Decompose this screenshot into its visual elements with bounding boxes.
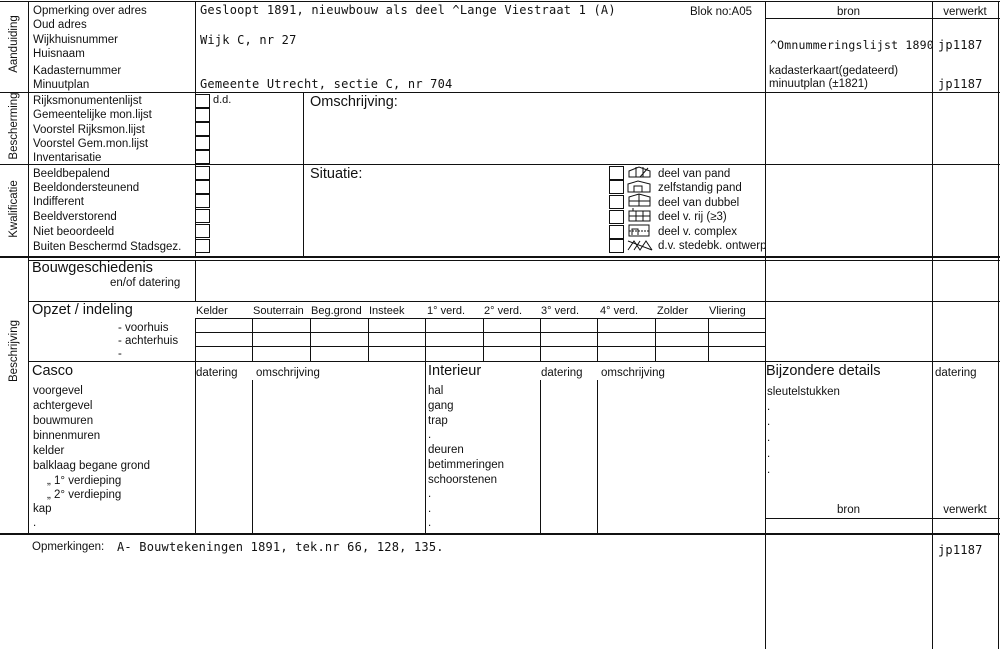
omschrijving-divider	[303, 92, 304, 256]
opzet-grid	[195, 318, 766, 362]
interieur-left	[425, 362, 426, 533]
label-niet-beoordeeld: Niet beoordeeld	[33, 226, 115, 238]
casco-binnenmuren: binnenmuren	[33, 430, 101, 442]
house-type-icons	[626, 165, 654, 255]
casco-omschrijving-left	[252, 380, 253, 533]
label-omschrijving: Omschrijving:	[310, 94, 398, 110]
checkbox-voorstel-gem-mon-lijst[interactable]	[195, 136, 210, 150]
opzet-row-voorhuis: - voorhuis	[118, 322, 169, 334]
value-opmerking: Gesloopt 1891, nieuwbouw als deel ^Lange Viestraat 1 (A)	[200, 3, 616, 17]
divider-bescherming	[0, 164, 1000, 165]
label-huisnaam: Huisnaam	[33, 48, 85, 60]
verwerkt-header: verwerkt	[943, 6, 987, 18]
casco-kap: kap	[33, 503, 52, 515]
interieur-betimmeringen: betimmeringen	[428, 459, 505, 471]
interieur-extra-4: .	[428, 517, 432, 529]
bijzondere-extra-5: .	[767, 464, 771, 476]
interieur-extra-2: .	[428, 488, 432, 500]
casco-datering-left	[195, 362, 196, 533]
label-gemeentelijke-mon-lijst: Gemeentelijke mon.lijst	[33, 109, 152, 121]
interieur-omschrijving-left	[597, 380, 598, 533]
stedebouwkundig-ontwerp-icon	[628, 241, 652, 250]
divider-aanduiding	[0, 92, 1000, 93]
verwerkt-entry-1: jp1187	[938, 38, 983, 52]
label-situatie: Situatie:	[310, 166, 363, 182]
opzet-col-1-verd: 1° verd.	[427, 305, 466, 317]
casco-title: Casco	[32, 363, 74, 379]
interieur-extra-1: .	[428, 429, 432, 441]
checkbox-rijksmonumentenlijst[interactable]	[195, 94, 210, 108]
casco-kelder: kelder	[33, 445, 65, 457]
interieur-extra-3: .	[428, 503, 432, 515]
opzet-col-3-verd: 3° verd.	[541, 305, 580, 317]
label-buiten-beschermd-stadsgezicht: Buiten Beschermd Stadsgez.	[33, 241, 182, 253]
divider-kwalificatie-2	[28, 260, 1000, 261]
label-beeldverstorend: Beeldverstorend	[33, 211, 117, 223]
interieur-schoorstenen: schoorstenen	[428, 474, 498, 486]
casco-1-verdieping: „ 1° verdieping	[47, 475, 122, 487]
checkbox-inventarisatie[interactable]	[195, 150, 210, 164]
label-deel-van-pand: deel van pand	[658, 168, 731, 180]
label-voorstel-gem-mon-lijst: Voorstel Gem.mon.lijst	[33, 138, 149, 150]
section-bescherming: Bescherming	[8, 92, 20, 160]
label-stedebouwkundig-ontwerp: d.v. stedebk. ontwerp	[658, 240, 767, 252]
label-deel-v-complex: deel v. complex	[658, 226, 738, 238]
section-label-column	[28, 1, 29, 533]
interieur-datering-header: datering	[541, 367, 583, 379]
opzet-col-insteek: Insteek	[369, 305, 405, 317]
interieur-title: Interieur	[428, 363, 482, 379]
section-beschrijving: Beschrijving	[8, 320, 20, 382]
blok-number: Blok no:A05	[690, 6, 753, 18]
bijzondere-extra-4: .	[767, 448, 771, 460]
opzet-row-achterhuis: - achterhuis	[118, 335, 179, 347]
opzet-col-souterrain: Souterrain	[253, 305, 304, 317]
label-dd: d.d.	[213, 94, 232, 106]
checkbox-beeldverstorend[interactable]	[195, 209, 210, 223]
opzet-col-beg-grond: Beg.grond	[311, 305, 362, 317]
interieur-deuren: deuren	[428, 444, 464, 456]
bijzondere-bron-header: bron	[836, 504, 861, 516]
bijzondere-extra-1: .	[767, 401, 771, 413]
bouwgeschiedenis-title: Bouwgeschiedenis	[32, 260, 153, 276]
label-deel-van-dubbel: deel van dubbel	[658, 197, 740, 209]
verwerkt-entry-3: jp1187	[938, 77, 983, 91]
opzet-col-4-verd: 4° verd.	[600, 305, 639, 317]
section-aanduiding: Aanduiding	[8, 15, 20, 73]
checkbox-beeldondersteunend[interactable]	[195, 180, 210, 194]
opzet-title: Opzet / indeling	[32, 302, 133, 318]
label-wijkhuisnummer: Wijkhuisnummer	[33, 34, 118, 46]
label-beeldondersteunend: Beeldondersteunend	[33, 182, 140, 194]
checkbox-deel-v-rij[interactable]	[609, 210, 624, 224]
opmerkingen-label: Opmerkingen:	[32, 541, 105, 553]
value-wijkhuisnummer: Wijk C, nr 27	[200, 33, 297, 47]
opzet-col-zolder: Zolder	[657, 305, 689, 317]
divider-casco	[0, 533, 1000, 535]
top-border	[0, 1, 1000, 2]
casco-datering-header: datering	[196, 367, 238, 379]
casco-balklaag-begane-grond: balklaag begane grond	[33, 460, 151, 472]
deel-v-rij-icon	[629, 208, 650, 221]
interieur-hal: hal	[428, 385, 444, 397]
interieur-omschrijving-header: omschrijving	[601, 367, 665, 379]
label-deel-v-rij: deel v. rij (≥3)	[658, 211, 727, 223]
label-voorstel-rijksmon-lijst: Voorstel Rijksmon.lijst	[33, 124, 145, 136]
bron-entry-1: ^Omnummeringslijst 1890	[770, 38, 934, 52]
checkbox-indifferent[interactable]	[195, 194, 210, 208]
checkbox-voorstel-rijksmon-lijst[interactable]	[195, 122, 210, 136]
divider-bouwgeschiedenis	[28, 301, 1000, 302]
deel-v-complex-icon	[629, 225, 649, 236]
label-minuutplan: Minuutplan	[33, 79, 90, 91]
opzet-row-empty: -	[118, 348, 122, 360]
label-beeldbepalend: Beeldbepalend	[33, 168, 110, 180]
bron-header: bron	[836, 6, 861, 18]
checkbox-buiten-beschermd-stadsgezicht[interactable]	[195, 239, 210, 253]
bijzondere-sleutelstukken: sleutelstukken	[767, 386, 840, 398]
checkbox-beeldbepalend[interactable]	[195, 166, 210, 180]
checkbox-niet-beoordeeld[interactable]	[195, 224, 210, 238]
interieur-gang: gang	[428, 400, 454, 412]
label-zelfstandig-pand: zelfstandig pand	[658, 182, 742, 194]
bijzondere-verwerkt-header: verwerkt	[943, 504, 987, 516]
bijzondere-extra-3: .	[767, 432, 771, 444]
bijzondere-bron-line	[765, 518, 1000, 519]
opzet-col-vliering: Vliering	[709, 305, 746, 317]
bouwgeschiedenis-divider	[195, 260, 196, 301]
casco-achtergevel: achtergevel	[33, 400, 93, 412]
label-oud-adres: Oud adres	[33, 19, 87, 31]
value-minuutplan: Gemeente Utrecht, sectie C, nr 704	[200, 77, 453, 91]
deel-van-dubbel-icon	[629, 194, 650, 206]
checkbox-deel-van-dubbel[interactable]	[609, 195, 624, 209]
bijzondere-datering-header: datering	[935, 367, 977, 379]
zelfstandig-pand-icon	[628, 181, 650, 192]
opzet-col-kelder: Kelder	[196, 305, 228, 317]
label-inventarisatie: Inventarisatie	[33, 152, 102, 164]
checkbox-deel-van-pand[interactable]	[609, 166, 624, 180]
label-kadasternummer: Kadasternummer	[33, 65, 122, 77]
bouwgeschiedenis-subtitle: en/of datering	[110, 277, 181, 289]
interieur-trap: trap	[428, 415, 448, 427]
divider-kwalificatie	[0, 256, 1000, 258]
checkbox-deel-v-complex[interactable]	[609, 225, 624, 239]
casco-2-verdieping: „ 2° verdieping	[47, 489, 122, 501]
bijzondere-extra-2: .	[767, 416, 771, 428]
opmerkingen-value: A- Bouwtekeningen 1891, tek.nr 66, 128, 135.	[117, 540, 444, 554]
checkbox-zelfstandig-pand[interactable]	[609, 180, 624, 194]
opmerkingen-verwerkt: jp1187	[938, 543, 983, 557]
bijzondere-title: Bijzondere details	[766, 363, 881, 379]
checkbox-gemeentelijke-mon-lijst[interactable]	[195, 108, 210, 122]
casco-voorgevel: voorgevel	[33, 385, 83, 397]
label-indifferent: Indifferent	[33, 196, 84, 208]
section-kwalificatie: Kwalificatie	[8, 180, 20, 238]
right-border	[998, 1, 999, 649]
bron-entry-2: kadasterkaart(gedateerd)	[769, 65, 899, 77]
label-opmerking-over-adres: Opmerking over adres	[33, 5, 147, 17]
casco-extra: .	[33, 517, 37, 529]
bron-entry-3: minuutplan (±1821)	[769, 78, 869, 90]
casco-omschrijving-header: omschrijving	[256, 367, 320, 379]
interieur-datering-left	[540, 380, 541, 533]
opzet-col-2-verd: 2° verd.	[484, 305, 523, 317]
verwerkt-column-left	[932, 1, 933, 649]
checkbox-stedebouwkundig-ontwerp[interactable]	[609, 239, 624, 253]
label-rijksmonumentenlijst: Rijksmonumentenlijst	[33, 95, 142, 107]
deel-van-pand-icon	[629, 167, 650, 177]
casco-bouwmuren: bouwmuren	[33, 415, 94, 427]
